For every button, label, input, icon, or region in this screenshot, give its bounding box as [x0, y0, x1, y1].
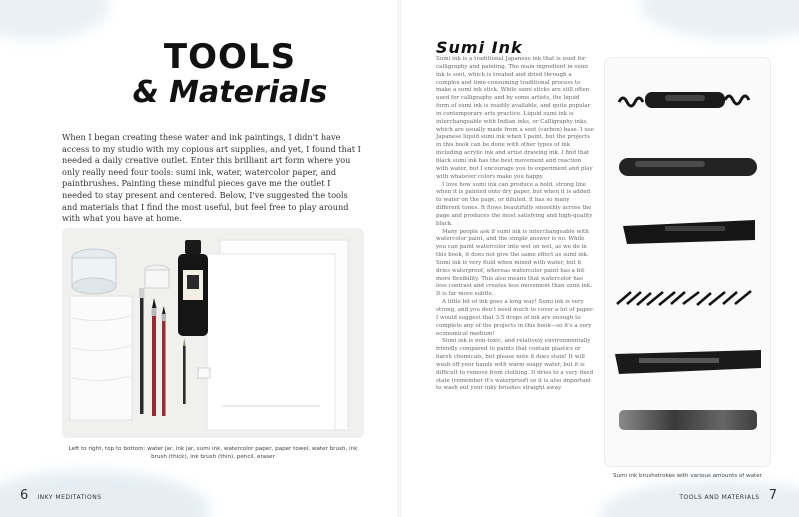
- page-title: [120, 37, 340, 110]
- page-number-left: 6: [20, 488, 29, 503]
- photo-caption: Left to right, top to bottom: water jar, ink jar, sumi ink, watercolor paper, paper towel, water brush, ink brush (thick), ink brush (thin), pencil, eraser: [68, 446, 358, 460]
- body-paragraph: Sumi ink is non-toxic, and relatively environmentally friendly compared to paints that contain plastics or harsh chemicals, but please note it does stain! It will wash off your hands with warm soapy water, but it is difficult to remove from clothing. It dries to a very fixed state (remember it's waterproof) so it is also important to wash out your inky brushes straight away.: [436, 338, 594, 392]
- title-line-1: TOOLS: [163, 37, 297, 77]
- body-paragraph: I love how sumi ink can produce a bold, strong line when it is painted onto dry paper, but when it is added to water on the page, or diluted, it has so many different tones. It flows beautifully smoothly across the page and produces the most satisfying and high-quality black.: [436, 181, 593, 227]
- running-head-left: INKY MEDITATIONS: [37, 494, 102, 501]
- page-number-right: 7: [768, 488, 777, 503]
- intro-paragraph: When I began creating these water and ink paintings, I didn't have access to my studio with my copious art supplies, and yet, I found that I needed a daily creative outlet. Enter this brilliant art form where you only really need four tools: sumi ink, water, watercolor paper, and paintbrushes. Painting these mindful pieces gave me the outlet I needed to stay present and centered. Below, I've suggested the tools and materials that I find the most useful, but feel free to play around with what you have at home.: [62, 132, 361, 224]
- tools-photo-illustration: [62, 228, 364, 438]
- running-head-right: TOOLS AND MATERIALS: [679, 494, 760, 501]
- section-heading: Sumi Ink: [436, 38, 523, 57]
- brushstrokes-illustration: [605, 58, 770, 466]
- left-page: [0, 0, 399, 517]
- right-folio: [679, 484, 777, 503]
- section-body: [436, 56, 594, 393]
- brushstrokes-caption: Sumi ink brushstrokes with various amounts of water: [612, 473, 762, 479]
- body-paragraph: Sumi ink is a traditional Japanese ink that is used for calligraphy and painting. The main ingredient in sumi ink is soot, which is treated and dried through a complex and time-consuming traditional process to make a sumi ink stick. While sumi sticks are still often used for calligraphy and by some artists, the liquid form of sumi ink is readily available, and quite popular in contemporary arts practice. Liquid sumi ink is interchangeable with Indian inks, or Calligraphy inks, which are usually made from a soot (carbon) base. I use Japanese liquid sumi ink when I paint, but the projects in this book can be done with other types of ink including acrylic ink and artist drawing ink. I find that black sumi ink has the best movement and reaction with water, but I encourage you to experiment and play with whatever colors make you happy.: [436, 56, 594, 180]
- body-paragraph: A little bit of ink goes a long way! Sumi ink is very strong, and you don't need much to cover a lot of paper. I would suggest that 3-5 drops of ink are enough to complete any of the projects in this book—so it's a very economical medium!: [436, 299, 594, 337]
- left-folio: [20, 484, 102, 503]
- brushstrokes-panel: [605, 58, 770, 466]
- title-line-2: & Materials: [132, 75, 328, 110]
- body-paragraph: Many people ask if sumi ink is interchangeable with watercolor paint, and the simple answer is no. While you can paint watercolor into wet on wet, as we do in this book, it does not give the same effect as sumi ink. Sumi ink is very fluid when mixed with water, but it dries waterproof, whereas watercolor paint has a bit more flexibility. This also means that watercolor has less contrast and creates less movement than sumi ink. It is far more subtle.: [436, 228, 592, 298]
- tools-photo: [62, 228, 364, 438]
